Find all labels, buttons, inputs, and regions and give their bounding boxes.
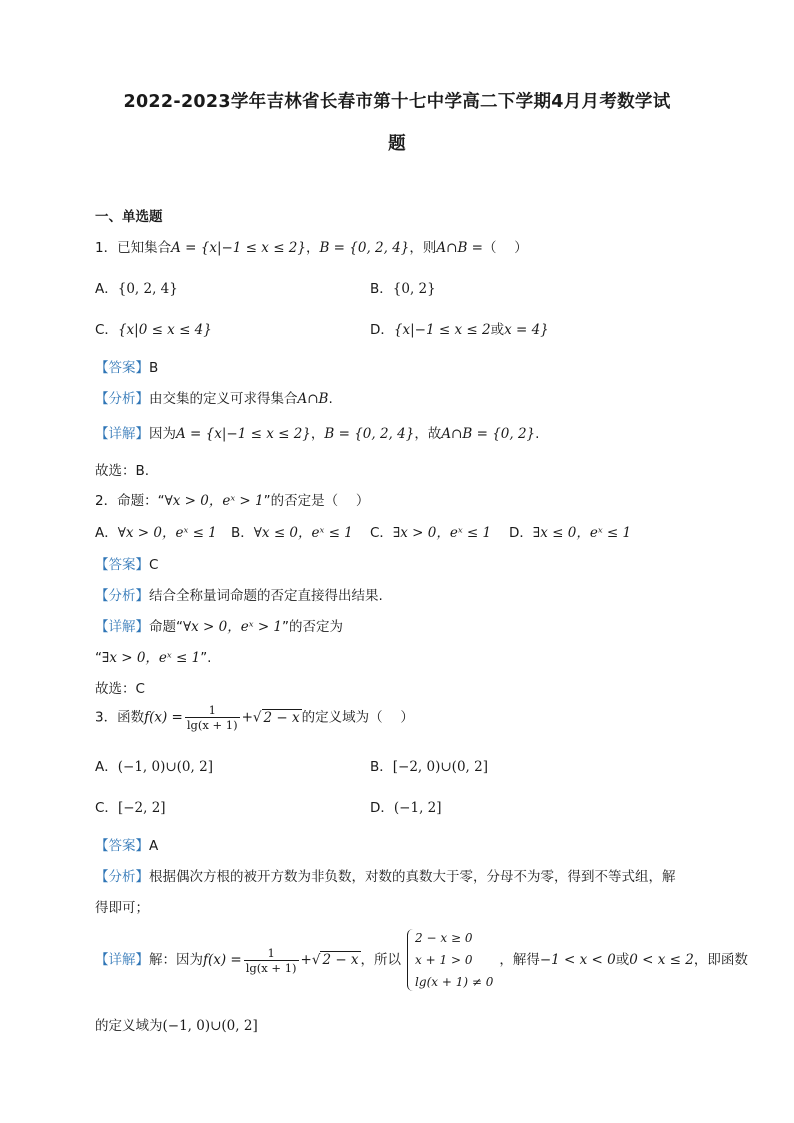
- q3-option-b: [370, 755, 488, 775]
- inequality-system: [407, 927, 493, 993]
- q3-stem: [95, 703, 414, 732]
- detail-text: ，所以: [360, 952, 402, 968]
- option-text-or: 或: [490, 322, 505, 338]
- final-math: (−1, 0)∪(0, 2]: [162, 1018, 258, 1034]
- analysis-tag: 【分析】: [95, 588, 149, 604]
- option-label: D．: [509, 525, 533, 541]
- q1-stem: [95, 236, 528, 256]
- option-text: [−2, 0)∪(0, 2]: [392, 759, 488, 775]
- q2-detail-line2: [95, 646, 211, 666]
- q2-answer: [95, 553, 158, 573]
- document-title-line2: 题: [388, 134, 406, 154]
- answer-tag: 【答案】: [95, 838, 149, 854]
- option-text: ∃x ≤ 0，eˣ ≤ 1: [532, 525, 632, 541]
- q1-option-c: [95, 318, 212, 338]
- detail-text: ，解得: [499, 952, 540, 968]
- option-label: A．: [95, 525, 118, 541]
- q1-choice: 故选：B.: [95, 463, 150, 479]
- detail-math: 0 < x ≤ 2: [629, 952, 694, 968]
- detail-text: 解：因为: [149, 952, 203, 968]
- option-text: x = 4}: [504, 322, 549, 338]
- q3-detail: [95, 927, 748, 993]
- option-text: {x|−1 ≤ x ≤ 2: [393, 322, 491, 338]
- q2-choice: 故选：C: [95, 681, 145, 697]
- q2-option-b: [231, 521, 353, 541]
- option-text: [−2, 2]: [117, 800, 166, 816]
- q2-stem: [95, 489, 369, 509]
- analysis-text: 根据偶次方根的被开方数为非负数，对数的真数大于零，分母不为零，得到不等式组，解: [149, 869, 676, 885]
- detail-or: 或: [615, 952, 630, 968]
- option-label: C．: [95, 800, 118, 816]
- detail-text: “: [95, 650, 102, 666]
- q3-final: [95, 1014, 258, 1034]
- detail-math: B = {0, 2, 4}: [324, 426, 415, 442]
- detail-text: 命题“: [149, 619, 183, 635]
- q2-proposition: ∀x > 0，eˣ > 1: [164, 493, 264, 509]
- detail-sqrt: [312, 951, 361, 968]
- q3-option-c: [95, 796, 166, 816]
- q2-stem-prefix: 2．命题：“: [95, 493, 165, 509]
- system-row: lg(x + 1) ≠ 0: [415, 975, 494, 989]
- q3-analysis-line2: 得即可；: [95, 900, 149, 916]
- q3-plus: +: [241, 709, 253, 726]
- option-label: D．: [370, 322, 394, 338]
- q1-detail: [95, 422, 539, 442]
- answer-value: C: [149, 557, 159, 573]
- option-label: B．: [231, 525, 254, 541]
- q1-answer: [95, 356, 158, 376]
- detail-text: 因为: [149, 426, 176, 442]
- analysis-text: 结合全称量词命题的否定直接得出结果.: [149, 588, 383, 604]
- sqrt-radicand: 2 − x: [322, 952, 359, 968]
- system-row: 2 − x ≥ 0: [415, 931, 473, 945]
- detail-fraction: [244, 946, 299, 975]
- q2-option-d: [509, 521, 631, 541]
- sqrt-radicand: 2 − x: [263, 709, 300, 726]
- detail-math: ∀x > 0，eˣ > 1: [183, 619, 283, 635]
- fraction-denominator: lg(x + 1): [245, 960, 297, 975]
- answer-value: B: [149, 360, 159, 376]
- detail-end: .: [535, 426, 540, 442]
- q2-stem-suffix: ”的否定是（ ）: [263, 493, 370, 509]
- option-label: C．: [95, 322, 118, 338]
- document-title-line1: 2022-2023学年吉林省长春市第十七中学高二下学期4月月考数学试: [123, 92, 671, 112]
- q1-analysis: [95, 387, 333, 407]
- q1-sep: ，: [305, 240, 320, 256]
- option-label: A．: [95, 281, 118, 297]
- analysis-tag: 【分析】: [95, 391, 149, 407]
- option-text: ∀x ≤ 0，eˣ ≤ 1: [253, 525, 353, 541]
- q1-option-a: [95, 277, 178, 297]
- detail-math: A = {x|−1 ≤ x ≤ 2}: [176, 426, 311, 442]
- q2-option-c: [370, 521, 491, 541]
- detail-text: ”的否定为: [282, 619, 344, 635]
- q1-intersection: A∩B =: [436, 240, 483, 256]
- detail-plus: +: [300, 952, 312, 968]
- fraction-denominator: lg(x + 1): [186, 718, 238, 732]
- detail-tag: 【详解】: [95, 952, 149, 968]
- q1-set-b: B = {0, 2, 4}: [319, 240, 410, 256]
- detail-func: f(x) =: [203, 952, 242, 968]
- detail-text: ”.: [200, 650, 212, 666]
- q1-option-b: [370, 277, 436, 297]
- q3-option-a: [95, 755, 213, 775]
- option-text: ∃x > 0，eˣ ≤ 1: [392, 525, 492, 541]
- fraction-numerator: 1: [267, 945, 275, 960]
- q2-option-a: [95, 521, 217, 541]
- answer-tag: 【答案】: [95, 557, 149, 573]
- option-text: (−1, 0)∪(0, 2]: [117, 759, 213, 775]
- q1-stem-suffix: ，则: [409, 240, 437, 256]
- q3-fraction: [185, 703, 240, 732]
- q3-sqrt: [253, 709, 302, 726]
- sqrt-symbol: √: [311, 952, 321, 968]
- detail-math: A∩B = {0, 2}: [441, 426, 536, 442]
- answer-tag: 【答案】: [95, 360, 149, 376]
- q3-stem-suffix: 的定义域为（ ）: [301, 709, 414, 726]
- q2-analysis: [95, 584, 383, 604]
- option-label: C．: [370, 525, 393, 541]
- option-label: B．: [370, 759, 393, 775]
- option-text: {x|0 ≤ x ≤ 4}: [117, 322, 212, 338]
- q1-option-d: [370, 318, 549, 338]
- option-label: D．: [370, 800, 394, 816]
- q3-option-d: [370, 796, 442, 816]
- analysis-text: 由交集的定义可求得集合: [149, 391, 298, 407]
- detail-text: ，即函数: [693, 952, 748, 968]
- detail-tag: 【详解】: [95, 426, 149, 442]
- option-text: {0, 2}: [392, 281, 436, 297]
- detail-tag: 【详解】: [95, 619, 149, 635]
- option-label: A．: [95, 759, 118, 775]
- sqrt-symbol: √: [252, 709, 262, 726]
- detail-sep: ，: [310, 426, 325, 442]
- q1-stem-prefix: 1．已知集合: [95, 240, 172, 256]
- option-text: ∀x > 0，eˣ ≤ 1: [117, 525, 217, 541]
- q3-func: f(x) =: [144, 709, 183, 726]
- analysis-tag: 【分析】: [95, 869, 149, 885]
- detail-math: ∃x > 0，eˣ ≤ 1: [102, 650, 201, 666]
- final-text: 的定义域为: [95, 1018, 163, 1034]
- fraction-numerator: 1: [208, 703, 216, 717]
- option-text: {0, 2, 4}: [117, 281, 178, 297]
- analysis-math: A∩B: [297, 391, 329, 407]
- detail-math: −1 < x < 0: [539, 952, 616, 968]
- q3-answer: [95, 834, 158, 854]
- answer-value: A: [149, 838, 159, 854]
- detail-text: ，故: [414, 426, 442, 442]
- q3-analysis: [95, 865, 676, 885]
- option-text: (−1, 2]: [393, 800, 442, 816]
- q1-set-a: A = {x|−1 ≤ x ≤ 2}: [171, 240, 306, 256]
- q1-stem-end: （ ）: [483, 240, 528, 256]
- option-label: B．: [370, 281, 393, 297]
- q3-stem-prefix: 3．函数: [95, 709, 145, 726]
- system-brace: [407, 929, 414, 991]
- system-row: x + 1 > 0: [415, 953, 473, 967]
- section-heading: 一、单选题: [95, 209, 163, 225]
- analysis-end: .: [328, 391, 333, 407]
- q2-detail: [95, 615, 343, 635]
